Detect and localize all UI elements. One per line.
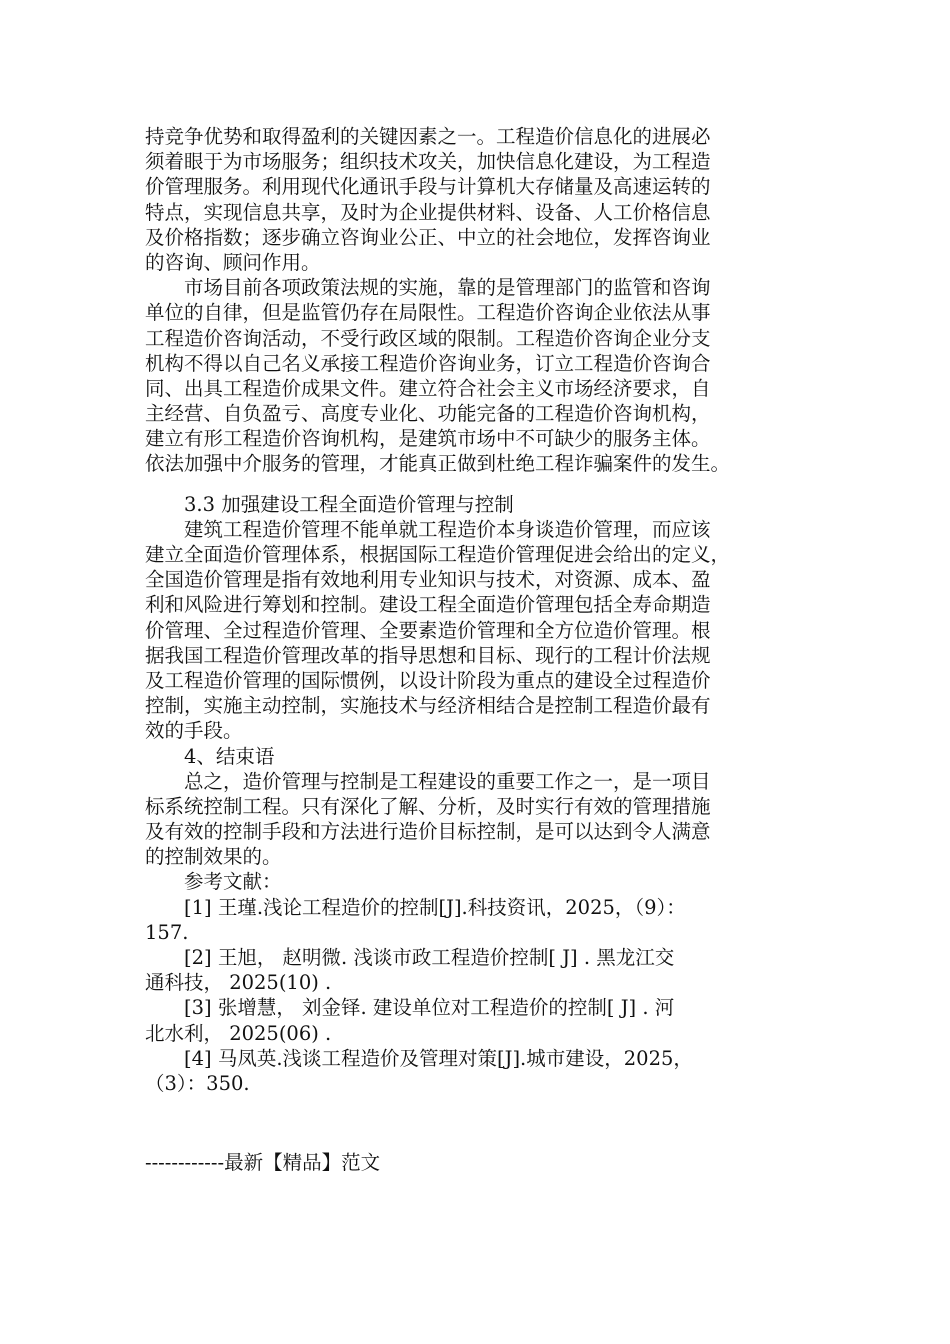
reference-line: 北水利， 2025(06) . <box>145 1021 332 1045</box>
paragraph-full-cost-management <box>145 517 810 744</box>
text-line: 及有效的控制手段和方法进行造价目标控制，是可以达到令人满意 <box>145 820 711 844</box>
section-heading-4: 4、结束语 <box>184 744 275 768</box>
reference-line: 通科技， 2025(10) . <box>145 971 332 995</box>
text-line: 须着眼于为市场服务；组织技术攻关，加快信息化建设，为工程造 <box>145 150 711 174</box>
text-line: 据我国工程造价管理改革的指导思想和目标、现行的工程计价法规 <box>145 643 711 667</box>
text-line: 依法加强中介服务的管理，才能真正做到杜绝工程诈骗案件的发生。 <box>145 452 731 476</box>
text-line: 建筑工程造价管理不能单就工程造价本身谈造价管理，而应该 <box>184 517 711 541</box>
text-line: 工程造价咨询活动，不受行政区域的限制。工程造价咨询企业分支 <box>145 326 711 350</box>
text-line: 建立全面造价管理体系，根据国际工程造价管理促进会给出的定义， <box>145 543 731 566</box>
text-line: 及价格指数；逐步确立咨询业公正、中立的社会地位，发挥咨询业 <box>145 225 711 249</box>
text-line: 建立有形工程造价咨询机构，是建筑市场中不可缺少的服务主体。 <box>145 427 711 451</box>
reference-list <box>145 895 810 1097</box>
document-body <box>145 124 810 1096</box>
text-line: 标系统控制工程。只有深化了解、分析，及时实行有效的管理措施 <box>145 794 711 818</box>
reference-line: [2] 王旭， 赵明微. 浅谈市政工程造价控制[ J] . 黑龙江交 <box>184 946 675 969</box>
reference-item <box>145 1046 810 1096</box>
text-line: 及工程造价管理的国际惯例，以设计阶段为重点的建设全过程造价 <box>145 668 711 692</box>
text-line: 全国造价管理是指有效地利用专业知识与技术，对资源、成本、盈 <box>145 568 711 592</box>
text-line: 单位的自律，但是监管仍存在局限性。工程造价咨询企业依法从事 <box>145 301 711 325</box>
reference-item <box>145 995 810 1045</box>
text-line: 特点，实现信息共享，及时为企业提供材料、设备、人工价格信息 <box>145 200 711 224</box>
paragraph-conclusion <box>145 769 810 870</box>
paragraph-market-policy <box>145 275 810 477</box>
reference-line: 157. <box>145 920 189 944</box>
text-line: 主经营、自负盈亏、高度专业化、功能完备的工程造价咨询机构， <box>145 402 711 426</box>
references-heading: 参考文献： <box>184 870 282 894</box>
text-line: 效的手段。 <box>145 719 243 743</box>
text-line: 的咨询、顾问作用。 <box>145 250 321 274</box>
text-line: 价管理、全过程造价管理、全要素造价管理和全方位造价管理。根 <box>145 618 711 642</box>
section-heading-3-3: 3.3 加强建设工程全面造价管理与控制 <box>184 492 514 516</box>
reference-line: [1] 王瑾.浅论工程造价的控制[J].科技资讯，2025，（9）： <box>184 895 686 919</box>
text-line: 同、出具工程造价成果文件。建立符合社会主义市场经济要求，自 <box>145 376 711 400</box>
text-line: 控制，实施主动控制，实施技术与经济相结合是控制工程造价最有 <box>145 694 711 718</box>
text-line: 市场目前各项政策法规的实施，靠的是管理部门的监管和咨询 <box>184 276 711 300</box>
text-line: 机构不得以自己名义承接工程造价咨询业务，订立工程造价咨询合 <box>145 351 711 375</box>
reference-item <box>145 895 810 945</box>
reference-line: [3] 张增慧， 刘金铎. 建设单位对工程造价的控制[ J] . 河 <box>184 996 675 1020</box>
reference-line: [4] 马凤英.浅谈工程造价及管理对策[J].城市建设，2025， <box>184 1046 693 1070</box>
text-line: 总之，造价管理与控制是工程建设的重要工作之一，是一项目 <box>184 769 711 793</box>
text-line: 利和风险进行筹划和控制。建设工程全面造价管理包括全寿命期造 <box>145 593 711 617</box>
reference-line: （3）：350. <box>145 1071 250 1095</box>
paragraph-info-construction <box>145 124 810 275</box>
text-line: 的控制效果的。 <box>145 845 282 869</box>
footer-watermark-text: ------------最新【精品】范文 <box>145 1151 381 1174</box>
text-line: 价管理服务。利用现代化通讯手段与计算机大存储量及高速运转的 <box>145 175 711 199</box>
text-line: 持竞争优势和取得盈利的关键因素之一。工程造价信息化的进展必 <box>145 125 711 148</box>
reference-item <box>145 945 810 995</box>
